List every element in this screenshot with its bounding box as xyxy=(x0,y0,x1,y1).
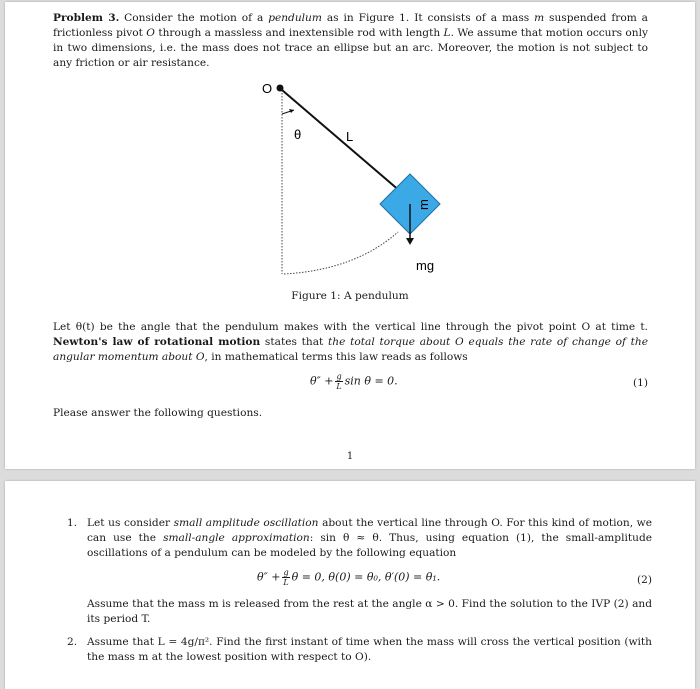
problem-heading: Problem 3. xyxy=(53,12,120,24)
intro-pendulum: pendulum xyxy=(268,12,322,24)
equation-1-number: (1) xyxy=(633,377,649,389)
equation-2-number: (2) xyxy=(637,574,653,586)
page-2 xyxy=(5,481,695,689)
intro-text: as in Figure 1. It consists of a mass xyxy=(321,12,535,24)
intro-text: suspended from a frictionless pivot xyxy=(53,12,648,39)
question-1 xyxy=(67,516,652,627)
pivot-label: O xyxy=(262,81,273,96)
intro-var: L xyxy=(443,27,451,39)
eq2-fraction xyxy=(282,568,289,587)
eq1-fraction xyxy=(335,372,342,391)
question-2 xyxy=(67,635,652,665)
rod-label: L xyxy=(346,129,354,144)
law-text: Let θ(t) be the angle that the pendulum makes with the vertical line through the pivot point O at time t. xyxy=(53,321,648,333)
intro-text: through a massless and inextensible rod with length xyxy=(154,27,444,39)
eq2-numerator: g xyxy=(283,568,289,577)
eq1-left: θ″ + xyxy=(310,374,334,388)
q1-italic: small amplitude oscillation xyxy=(173,517,319,529)
mass-label: m xyxy=(416,199,431,210)
intro-var: m xyxy=(534,12,545,24)
eq2-right: θ = 0, θ(0) = θ₀, θ′(0) = θ₁. xyxy=(291,570,441,584)
law-text: states that xyxy=(260,336,329,348)
q1-text: about the vertical line through O. For this kind of motion, we can use the xyxy=(87,517,653,544)
law-text: , in mathematical terms this law reads as follows xyxy=(204,351,468,363)
question-2-number: 2. xyxy=(67,636,78,648)
question-list xyxy=(67,516,652,665)
intro-var: O xyxy=(146,27,155,39)
eq1-numerator: g xyxy=(336,372,342,381)
equation-1 xyxy=(310,372,398,391)
q1-task: Assume that the mass m is released from the rest at the angle α > 0. Find the solution to the IVP (2) and its period T. xyxy=(87,598,652,625)
question-1-number: 1. xyxy=(67,517,78,529)
q1-text: Let us consider xyxy=(87,517,174,529)
q2-text: Assume that L = 4g/π². Find the first instant of time when the mass will cross the vertical position (with the mass m at the lowest position with respect to O). xyxy=(87,636,652,663)
equation-2 xyxy=(257,568,440,587)
swing-arc xyxy=(284,232,398,274)
please-answer: Please answer the following questions. xyxy=(53,407,263,419)
law-bold: Newton's law of rotational motion xyxy=(53,336,261,348)
figure-caption: Figure 1: A pendulum xyxy=(291,290,409,302)
pendulum-figure xyxy=(5,2,695,292)
law-italic: the total torque about O equals the rate of change of the angular momentum about O xyxy=(53,336,648,363)
eq2-denominator: L xyxy=(283,578,289,587)
eq1-right: sin θ = 0. xyxy=(344,374,398,388)
angle-label: θ xyxy=(294,127,302,142)
q1-italic: small-angle approximation xyxy=(163,532,310,544)
equation-2-row xyxy=(87,561,652,591)
q1-text: : sin θ ≈ θ. Thus, using equation (1), the small-amplitude oscillations of a pendulum can be modeled by the following equation xyxy=(87,532,652,559)
intro-text: Consider the motion of a xyxy=(119,12,269,24)
force-arrowhead xyxy=(406,238,414,245)
intro-text: . We assume that motion occurs only in two dimensions, i.e. the mass does not trace an ellipse but an arc. Moreover, the motion is not subject to any friction or air resistance. xyxy=(53,27,648,69)
page-number: 1 xyxy=(346,451,354,462)
force-label: mg xyxy=(416,258,435,273)
law-paragraph xyxy=(53,320,648,365)
eq1-denominator: L xyxy=(336,382,342,391)
page-1 xyxy=(5,2,695,469)
eq2-left: θ″ + xyxy=(257,570,281,584)
